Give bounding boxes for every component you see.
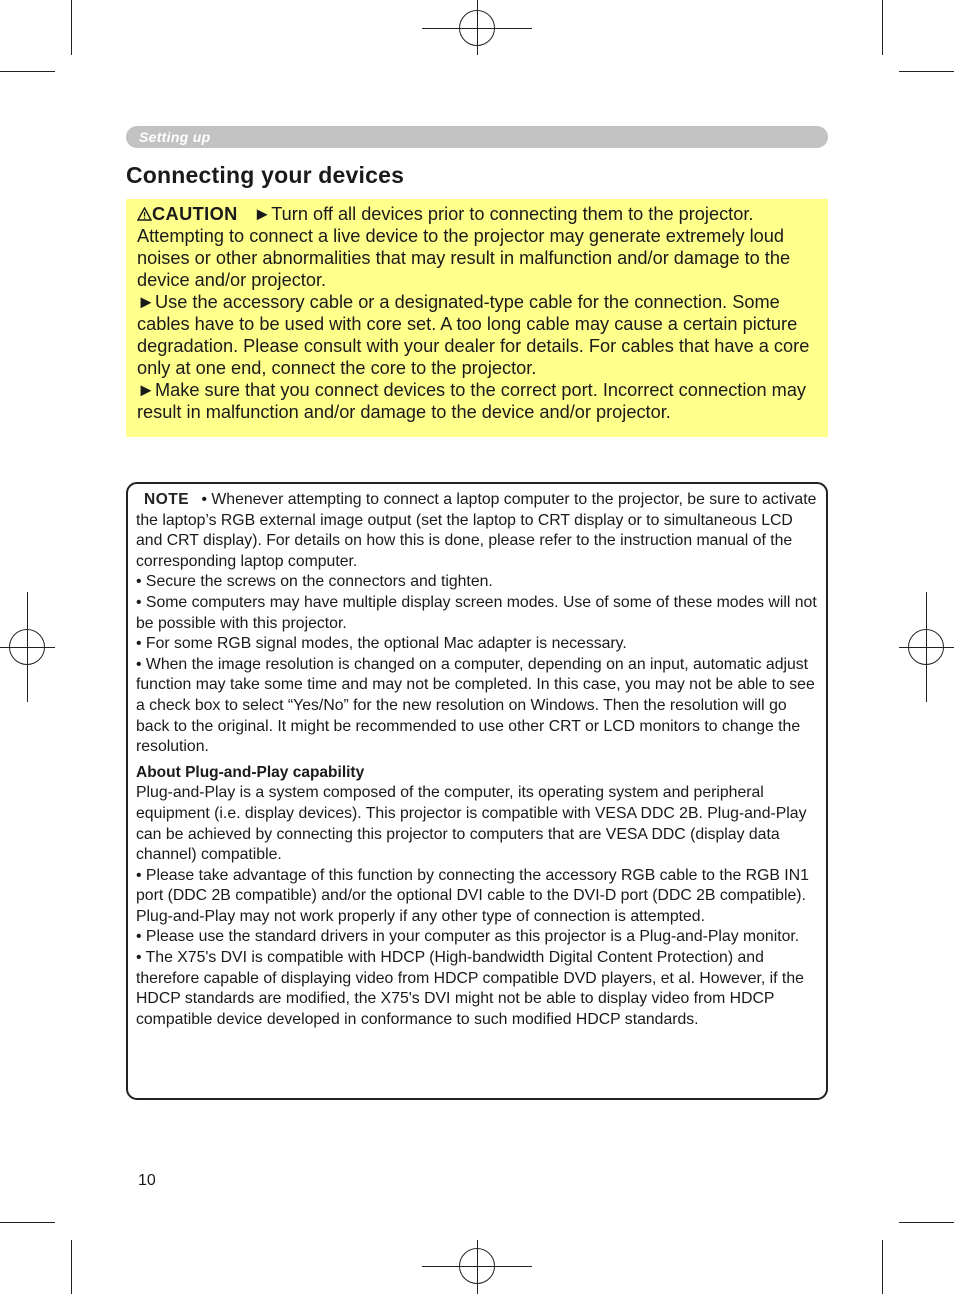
pnp-item: • The X75's DVI is compatible with HDCP (High-bandwidth Digital Content Protection) and therefore capable of displaying video from HDCP compatible DVD players, et al. However, if the HDCP standards are modified, the X75's DVI might not be able to display video from HDCP compatible device developed in conformance to such modified HDCP standards.	[136, 949, 804, 1028]
note-item: • Secure the screws on the connectors and tighten.	[136, 573, 493, 591]
caution-paragraph-1	[137, 203, 820, 291]
pnp-item: • Please use the standard drivers in your computer as this projector is a Plug-and-Play monitor.	[136, 928, 800, 946]
note-first-text: • Whenever attempting to connect a laptop computer to the projector, be sure to activate the laptop’s RGB external image output (set the laptop to CRT display or to simultaneous LCD and CRT display). For details on how this is done, please refer to the instruction manual of the corresponding laptop computer.	[136, 491, 817, 570]
caution-paragraph-3: ►Make sure that you connect devices to the correct port. Incorrect connection may result in malfunction and/or damage to the device and/or projector.	[137, 380, 807, 422]
caution-text-1: ►Turn off all devices prior to connecting them to the projector. Attempting to connect a live device to the projector may generate extremely loud noises or other abnormalities that may result in malfunction and/or damage to the device and/or projector.	[137, 204, 791, 290]
caution-label-group	[137, 204, 243, 224]
note-item: • When the image resolution is changed on a computer, depending on an input, automatic adjust function may take some time and may not be completed. In this case, you may not be able to see a check box to select “Yes/No” for the new resolution on Windows. Then the resolution will go back to the original. It might be recommended to use other CRT or LCD monitors to change the resolution.	[136, 655, 815, 756]
note-item: • Some computers may have multiple display screen modes. Use of some of these modes will not be possible with this projector.	[136, 593, 817, 632]
note-item: • For some RGB signal modes, the optional Mac adapter is necessary.	[136, 635, 627, 653]
pnp-heading: About Plug-and-Play capability	[136, 763, 365, 781]
pnp-item: • Please take advantage of this function by connecting the accessory RGB cable to the RGB IN1 port (DDC 2B compatible) and/or the optional DVI cable to the DVI-D port (DDC 2B compatible). Plug-and-Play may not work properly if any other type of connection is attempted.	[136, 866, 809, 925]
note-label: NOTE	[136, 490, 197, 511]
section-label: Setting up	[139, 129, 211, 145]
caution-paragraph-2: ►Use the accessory cable or a designated-type cable for the connection. Some cables have to be used with core set. A too long cable may cause a certain picture degradation. Please consult with your dealer for details. For cables that have a core only at one end, connect the core to the projector.	[137, 292, 810, 378]
page-title: Connecting your devices	[126, 162, 405, 188]
note-first-item	[136, 490, 820, 572]
warning-triangle-icon	[137, 207, 152, 221]
caution-label: CAUTION	[152, 204, 238, 224]
page-number: 10	[138, 1172, 156, 1189]
pnp-item: Plug-and-Play is a system composed of the computer, its operating system and peripheral equipment (i.e. display devices). This projector is compatible with VESA DDC 2B. Plug-and-Play can be achieved by connecting this projector to computers that are VESA DDC (display data channel) compatible.	[136, 784, 807, 864]
caution-box	[126, 199, 828, 437]
section-header-bar	[126, 126, 828, 148]
note-box	[126, 482, 828, 1100]
